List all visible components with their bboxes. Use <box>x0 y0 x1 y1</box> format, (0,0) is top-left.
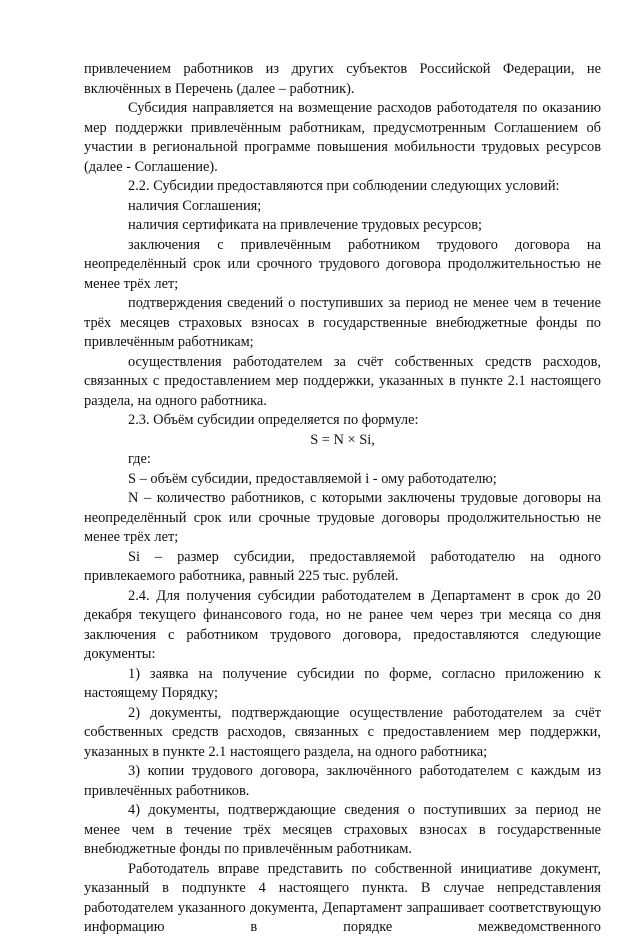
paragraph-employer-right: Работодатель вправе представить по собственной инициативе документ, указанный в подпункте 4 настоящего пункта. В случае непредставления работодателем указанного документа, Департамент запрашивает соответствующую информацию в порядке межведомственного <box>84 860 601 935</box>
paragraph-document-1: 1) заявка на получение субсидии по форме, согласно приложению к настоящему Порядку; <box>84 665 601 701</box>
paragraph-documents-heading: 2.4. Для получения субсидии работодателем в Департамент в срок до 20 декабря текущего финансового года, но не ранее чем через три месяца со дня заключения с работником трудового договора, предоставляются следующие документы: <box>84 587 601 662</box>
paragraph-condition-expenses: осуществления работодателем за счёт собственных средств расходов, связанных с предоставлением мер поддержки, указанных в пункте 2.1 настоящего раздела, на одного работника. <box>84 353 601 409</box>
paragraph-definition-s: S – объём субсидии, предоставляемой i - ому работодателю; <box>128 470 497 487</box>
paragraph-condition-agreement: наличия Соглашения; <box>128 197 262 214</box>
paragraph-where: где: <box>128 451 151 467</box>
paragraph-intro-continuation: привлечением работников из других субъектов Российской Федерации, не включённых в Перечень (далее – работник). <box>84 61 601 97</box>
paragraph-document-4: 4) документы, подтверждающие сведения о поступивших за период не менее чем в течение трёх месяцев страховых взносах в государственные внебюджетные фонды по привлечённым работникам. <box>84 802 601 857</box>
paragraph-document-2: 2) документы, подтверждающие осуществление работодателем за счёт собственных средств расходов, связанных с предоставлением мер поддержки, указанных в пункте 2.1 настоящего раздела, на одного работника; <box>84 704 601 760</box>
paragraph-condition-contributions: подтверждения сведений о поступивших за период не менее чем в течение трёх месяцев страховых взносах в государственные внебюджетные фонды по привлечённым работникам; <box>84 295 601 350</box>
formula: S = N × Si, <box>310 431 375 448</box>
paragraph-definition-n: N – количество работников, с которыми заключены трудовые договоры на неопределённый срок или срочные трудовые договоры продолжительностью не менее трёх лет; <box>84 490 601 545</box>
paragraph-document-3: 3) копии трудового договора, заключённого работодателем с каждым из привлечённых работников. <box>84 763 601 799</box>
paragraph-condition-contract: заключения с привлечённым работником трудового договора на неопределённый срок или срочного трудового договора продолжительностью не менее трёх лет; <box>84 236 601 292</box>
paragraph-condition-certificate: наличия сертификата на привлечение трудовых ресурсов; <box>128 217 483 233</box>
paragraph-subsidy-purpose: Субсидия направляется на возмещение расходов работодателя по оказанию мер поддержки привлечённым работникам, предусмотренным Соглашением об участии в региональной программе повышения мобильности трудовых ресурсов (далее - Соглашение). <box>84 100 601 175</box>
paragraph-definition-si: Si – размер субсидии, предоставляемой работодателю на одного привлекаемого работника, равный 225 тыс. рублей. <box>84 548 601 584</box>
document-page <box>84 60 601 938</box>
paragraph-formula-heading: 2.3. Объём субсидии определяется по формуле: <box>128 412 419 428</box>
paragraph-conditions-heading: 2.2. Субсидии предоставляются при соблюдении следующих условий: <box>128 178 560 194</box>
